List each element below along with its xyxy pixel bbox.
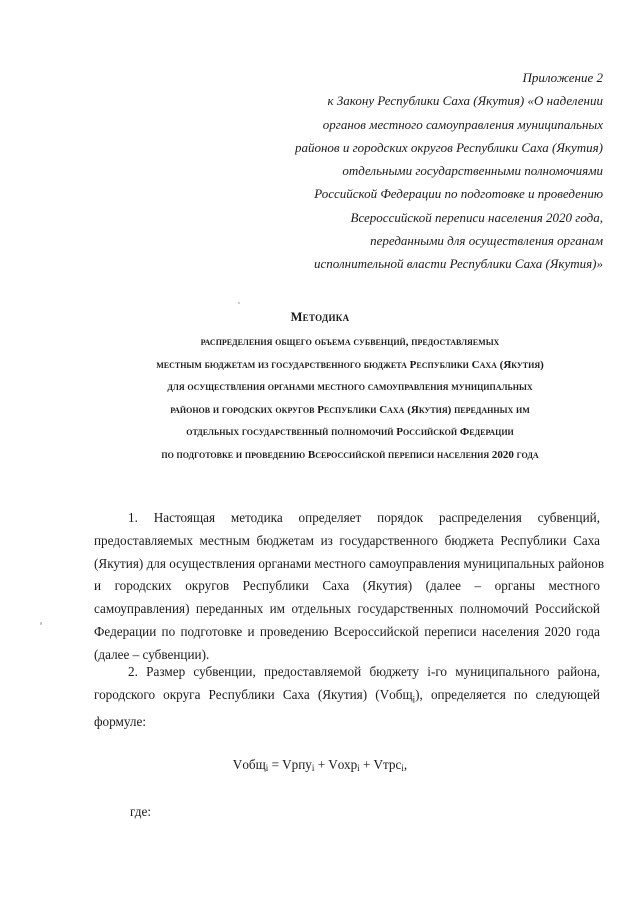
- paragraph-line: предоставляемых местным бюджетам из государственного бюджета Республики Саха: [94, 532, 600, 548]
- paragraph-line: (Якутия) для осуществления органами местного самоуправления муниципальных районов: [94, 555, 605, 571]
- subtitle-line: для осуществления органами местного самоуправления муниципальных: [167, 381, 533, 394]
- paragraph-1: [94, 507, 605, 667]
- subtitle-line: распределения общего объема субвенций, предоставляемых: [200, 336, 500, 348]
- appendix-line: переданными для осуществления органам: [370, 233, 603, 249]
- subtitle-line: местным бюджетам из государственного бюджета Республики Саха (Якутия): [156, 358, 544, 371]
- formula-v2: Vохр: [328, 757, 358, 772]
- scan-speck: [40, 622, 42, 625]
- paragraph-line: 2. Размер субвенции, предоставляемой бюджету i-го муниципального района,: [128, 664, 600, 679]
- paragraph-line: самоуправления) переданных им отдельных государственных полномочий Российской: [94, 601, 600, 617]
- where-label: где:: [130, 804, 151, 819]
- formula: [0, 757, 640, 773]
- paragraph-2: [94, 661, 600, 734]
- formula-index: i: [401, 763, 404, 773]
- appendix-line: исполнительной власти Республики Саха (Якутия)»: [314, 256, 603, 272]
- formula-index: i: [357, 763, 360, 773]
- formula-plus: +: [314, 757, 329, 772]
- appendix-line: Всероссийской переписи населения 2020 года,: [350, 209, 603, 225]
- appendix-line: Приложение 2: [522, 70, 603, 85]
- appendix-line: органов местного самоуправления муниципальных: [322, 116, 603, 132]
- paragraph-line: формуле:: [94, 714, 146, 730]
- paragraph-line: Федерации по подготовке и проведению Всероссийской переписи населения 2020 года: [94, 623, 600, 639]
- paragraph-line: и городских округов Республики Саха (Якутия) (далее – органы местного: [94, 578, 600, 594]
- paragraph-fragment: городского округа Республики Саха (Якутия) (Vобщ: [94, 686, 413, 702]
- subtitle-line: районов и городских округов Республики Саха (Якутия) переданных им: [170, 403, 530, 416]
- formula-end: ,: [403, 757, 408, 772]
- paragraph-line: [94, 684, 600, 711]
- document-subtitle: [60, 331, 640, 467]
- formula-v3: Vтрс: [373, 757, 402, 772]
- scan-speck: [238, 302, 240, 304]
- paragraph-line: (далее – субвенции).: [94, 646, 210, 662]
- appendix-header: [273, 66, 603, 276]
- subtitle-line: по подготовке и проведению Всероссийской переписи населения 2020 года: [161, 448, 539, 461]
- appendix-line: Российской Федерации по подготовке и проведению: [314, 186, 603, 202]
- formula-index: i: [265, 763, 269, 773]
- appendix-line: к Закону Республики Саха (Якутия) «О наделении: [327, 93, 603, 109]
- index-subscript: i: [412, 694, 416, 705]
- appendix-line: районов и городских округов Республики Саха (Якутия): [294, 139, 603, 155]
- paragraph-line: 1. Настоящая методика определяет порядок распределения субвенций,: [128, 510, 600, 525]
- subtitle-line: отдельных государственный полномочий Российской Федерации: [186, 426, 514, 439]
- formula-v-total: Vобщ: [232, 757, 266, 772]
- document-title: Методика: [290, 310, 350, 324]
- paragraph-fragment: ), определяется по следующей: [415, 686, 600, 702]
- appendix-line: отдельными государственными полномочиями: [342, 163, 603, 179]
- formula-index: i: [311, 763, 315, 773]
- formula-v1: Vрпу: [282, 757, 312, 772]
- formula-plus: +: [359, 757, 374, 772]
- formula-equals: =: [268, 757, 283, 772]
